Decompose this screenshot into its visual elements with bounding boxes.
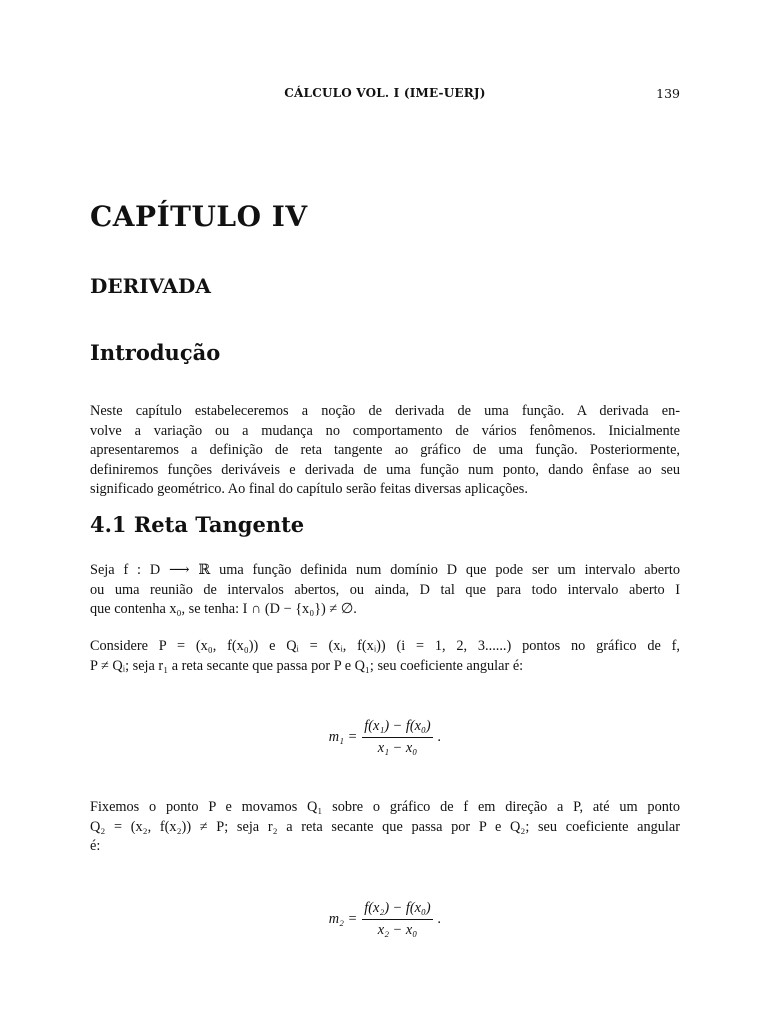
book-page	[90, 0, 680, 1024]
section-paragraph-2	[90, 637, 680, 676]
fraction	[362, 900, 432, 939]
paragraph-line: Q₂ = (x₂, f(x₂)) ≠ P; seja r₂ a reta secante que passa por P e Q₂; seu coeficiente angular	[90, 818, 680, 835]
paragraph-line: definiremos funções deriváveis e derivada de uma função num ponto, dando ênfase ao seu	[90, 461, 680, 478]
intro-heading: Introdução	[90, 340, 221, 365]
paragraph-line: Neste capítulo estabeleceremos a noção de derivada de uma função. A derivada en-	[90, 403, 680, 419]
running-title: CÁLCULO VOL. I (IME-UERJ)	[284, 86, 486, 100]
formula-m1	[90, 718, 680, 757]
section-paragraph-3	[90, 798, 680, 857]
paragraph-line: Seja f : D ⟶ ℝ uma função definida num domínio D que pode ser um intervalo aberto	[90, 562, 680, 578]
running-header	[90, 86, 680, 106]
paragraph-line: apresentaremos a definição de reta tangente ao gráfico de uma função. Posteriormente,	[90, 442, 680, 458]
chapter-title: CAPÍTULO IV	[90, 200, 308, 233]
formula-end: .	[437, 729, 442, 745]
chapter-subtitle: DERIVADA	[90, 274, 211, 298]
intro-paragraph	[90, 402, 680, 500]
paragraph-line: ou uma reunião de intervalos abertos, ou ainda, D tal que para todo intervalo aberto I	[90, 581, 680, 598]
formula-lhs: m₁ =	[328, 729, 358, 745]
paragraph-line: significado geométrico. Ao final do capítulo serão feitas diversas aplicações.	[90, 481, 528, 497]
paragraph-line: Fixemos o ponto P e movamos Q₁ sobre o gráfico de f em direção a P, até um ponto	[90, 799, 680, 815]
paragraph-line: que contenha x₀, se tenha: I ∩ (D − {x₀}) ≠ ∅.	[90, 601, 357, 617]
fraction	[362, 718, 432, 757]
fraction-denominator: x₂ − x₀	[377, 922, 418, 938]
fraction-numerator: f(x₁) − f(x₀)	[362, 718, 432, 738]
page-number: 139	[656, 86, 680, 101]
section-paragraph-1	[90, 561, 680, 620]
paragraph-line: P ≠ Qᵢ; seja r₁ a reta secante que passa por P e Q₁; seu coeficiente angular é:	[90, 657, 524, 674]
fraction-numerator: f(x₂) − f(x₀)	[362, 900, 432, 920]
paragraph-line: Considere P = (x₀, f(x₀)) e Qᵢ = (xᵢ, f(xᵢ)) (i = 1, 2, 3......) pontos no gráfico de f,	[90, 638, 680, 654]
formula-end: .	[437, 911, 442, 927]
paragraph-line: volve a variação ou a mudança no comportamento de vários fenômenos. Inicialmente	[90, 422, 680, 439]
formula-m2	[90, 900, 680, 939]
formula-lhs: m₂ =	[328, 911, 358, 927]
paragraph-line: é:	[90, 838, 101, 854]
fraction-denominator: x₁ − x₀	[377, 740, 418, 756]
section-heading: 4.1 Reta Tangente	[90, 512, 305, 537]
